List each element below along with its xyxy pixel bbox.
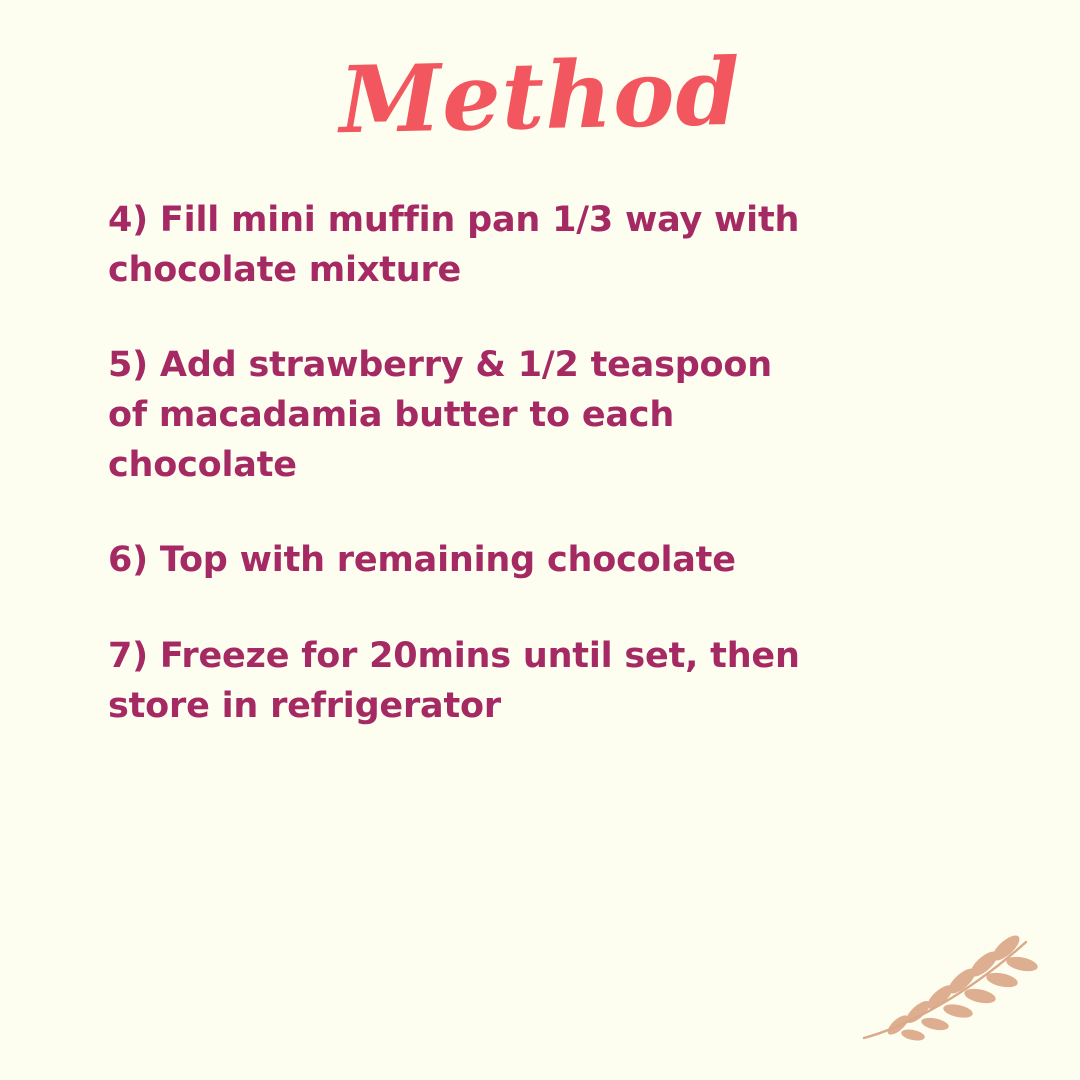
method-steps-list (108, 196, 988, 732)
leaf-branch-icon (858, 934, 1038, 1044)
list-item: 6) Top with remaining chocolate (108, 540, 736, 581)
list-item: 5) Add strawberry & 1/2 teaspoon of macadamia butter to each chocolate (108, 345, 772, 485)
list-item: 7) Freeze for 20mins until set, then store in refrigerator (108, 636, 800, 726)
page-title: Method (338, 37, 742, 155)
list-item: 4) Fill mini muffin pan 1/3 way with chocolate mixture (108, 200, 800, 290)
